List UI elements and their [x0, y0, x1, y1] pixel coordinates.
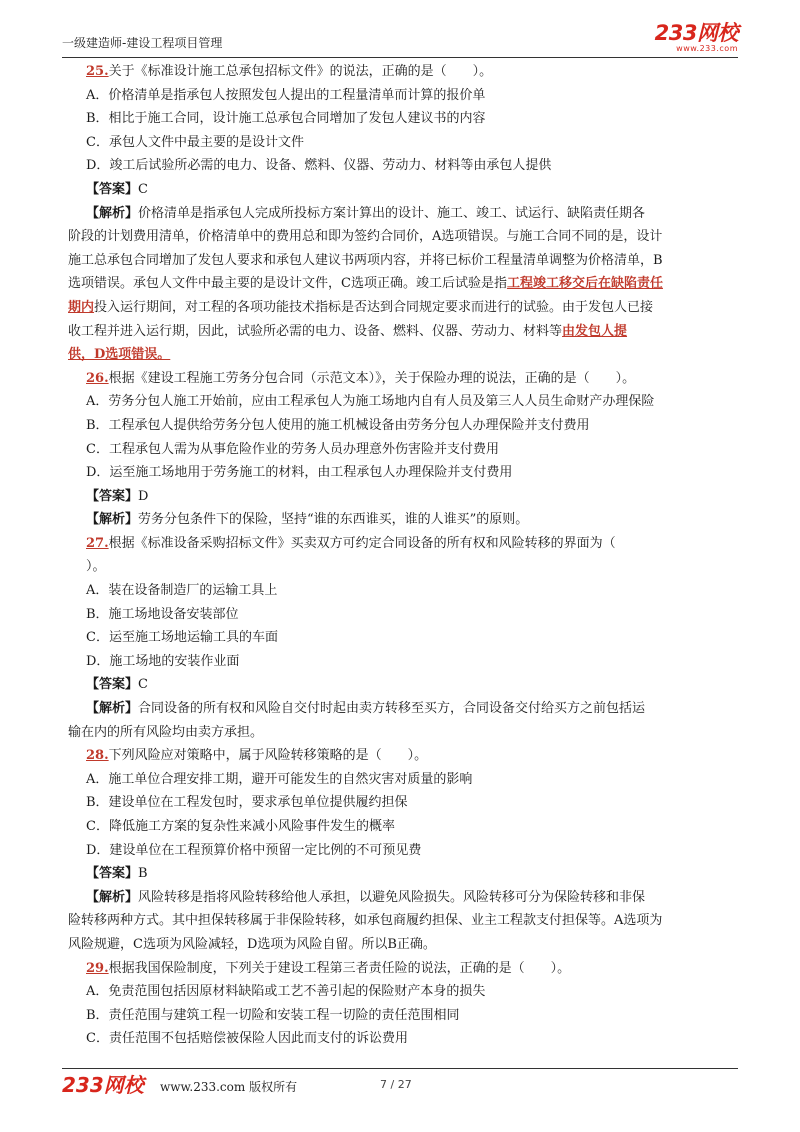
option-a: A．装在设备制造厂的运输工具上 — [86, 583, 278, 599]
page-number: 7 / 27 — [380, 1078, 412, 1091]
analysis-line: 险转移两种方式。其中担保转移属于非保险转移，如承包商履约担保、业主工程款支付担保等。A选项为 — [68, 913, 663, 929]
document-title: 一级建造师-建设工程项目管理 — [62, 36, 223, 50]
footer-logo[interactable]: 233网校 — [62, 1073, 144, 1097]
answer-line — [68, 178, 740, 202]
option-a: A．劳务分包人施工开始前，应由工程承包人为施工场地内自有人员及第三人人员生命财产办理保险 — [86, 394, 655, 410]
question-stem-cont: ）。 — [86, 559, 106, 575]
option-b: B．建设单位在工程发包时，要求承包单位提供履约担保 — [86, 795, 408, 811]
analysis-line: 【解析】风险转移是指将风险转移给他人承担，以避免风险损失。风险转移可分为保险转移和非保 — [86, 889, 646, 905]
answer-tag: 【答案】 — [86, 677, 139, 693]
logo-url: www.233.com — [676, 44, 738, 53]
answer-value: C — [138, 677, 148, 693]
document-body — [68, 60, 740, 1051]
question-number: 25. — [86, 64, 109, 79]
option-b: B．责任范围与建筑工程一切险和安装工程一切险的责任范围相同 — [86, 1007, 460, 1023]
option-c: C．降低施工方案的复杂性来减小风险事件发生的概率 — [86, 819, 395, 834]
question-stem: 28.下列风险应对策略中，属于风险转移策略的是（ ）。 — [86, 748, 428, 764]
option-b: B．工程承包人提供给劳务分包人使用的施工机械设备由劳务分包人办理保险并支付费用 — [86, 417, 590, 433]
answer-line — [68, 673, 740, 697]
page-footer — [62, 1074, 738, 1098]
question-number: 29. — [86, 960, 109, 976]
option-b: B．施工场地设备安装部位 — [86, 606, 239, 622]
highlighted-text: 期内 — [68, 299, 95, 315]
option-d: D．施工场地的安装作业面 — [86, 653, 240, 669]
highlighted-text: 供，D选项错误。 — [68, 347, 171, 363]
analysis-line: 收工程并进入运行期，因此，试验所必需的电力、设备、燃料、仪器、劳动力、材料等由发包人提 — [68, 323, 628, 339]
answer-value: C — [138, 181, 148, 197]
answer-line — [68, 485, 740, 509]
analysis-line: 【解析】价格清单是指承包人完成所投标方案计算出的设计、施工、竣工、试运行、缺陷责任期各 — [86, 205, 646, 221]
question-number: 27. — [86, 535, 109, 551]
option-c: C．承包人文件中最主要的是设计文件 — [86, 134, 304, 150]
option-d: D．运至施工场地用于劳务施工的材料，由工程承包人办理保险并支付费用 — [86, 465, 513, 481]
copyright-text: www.233.com 版权所有 — [160, 1080, 298, 1094]
highlighted-text: 工程竣工移交后在缺陷责任 — [506, 276, 663, 292]
header-divider — [62, 57, 738, 58]
answer-tag: 【答案】 — [86, 181, 139, 197]
option-d: D．建设单位在工程预算价格中预留一定比例的不可预见费 — [86, 842, 422, 858]
option-a: A．施工单位合理安排工期，避开可能发生的自然灾害对质量的影响 — [86, 771, 473, 787]
question-number: 26. — [86, 370, 109, 386]
analysis-line: 输在内的所有风险均由卖方承担。 — [68, 724, 264, 740]
answer-line — [68, 862, 740, 886]
option-b: B．相比于施工合同，设计施工总承包合同增加了发包人建议书的内容 — [86, 111, 486, 127]
footer-divider — [62, 1068, 738, 1069]
question-stem: 26.根据《建设工程施工劳务分包合同（示范文本）》，关于保险办理的说法，正确的是（ ）。 — [86, 370, 636, 386]
answer-value: B — [138, 866, 148, 882]
analysis-tag: 【解析】 — [86, 205, 139, 221]
brand-logo[interactable] — [655, 22, 738, 53]
logo-text: 233网校 — [654, 21, 738, 45]
analysis-line: 施工总承包合同增加了发包人要求和承包人建议书两项内容，并将已标价工程量清单调整为价格清单，B — [68, 252, 663, 268]
page-header — [62, 22, 738, 56]
option-c: C．责任范围不包括赔偿被保险人因此而支付的诉讼费用 — [86, 1031, 408, 1047]
answer-tag: 【答案】 — [86, 866, 139, 882]
analysis-line: 风险规避，C选项为风险减轻，D选项为风险自留。所以B正确。 — [68, 936, 436, 952]
analysis-tag: 【解析】 — [86, 889, 139, 905]
option-d: D．竣工后试验所必需的电力、设备、燃料、仪器、劳动力、材料等由承包人提供 — [86, 158, 552, 174]
analysis-line: 期内投入运行期间，对工程的各项功能技术指标是否达到合同规定要求而进行的试验。由于发包人已接 — [68, 299, 654, 315]
analysis-line: 阶段的计划费用清单，价格清单中的费用总和即为签约合同价，A选项错误。与施工合同不同的是，设计 — [68, 229, 663, 245]
question-number: 28. — [86, 748, 109, 764]
question-stem: 29.根据我国保险制度，下列关于建设工程第三者责任险的说法，正确的是（ ）。 — [86, 960, 571, 976]
option-a: A．价格清单是指承包人按照发包人提出的工程量清单而计算的报价单 — [86, 87, 486, 103]
highlighted-text: 由发包人提 — [562, 323, 628, 339]
option-c: C．工程承包人需为从事危险作业的劳务人员办理意外伤害险并支付费用 — [86, 441, 499, 457]
option-a: A．免责范围包括因原材料缺陷或工艺不善引起的保险财产本身的损失 — [86, 984, 486, 1000]
analysis-line: 选项错误。承包人文件中最主要的是设计文件，C选项正确。竣工后试验是指工程竣工移交后在缺陷责任 — [68, 276, 663, 292]
analysis-line — [68, 343, 740, 367]
question-stem: 25.关于《标准设计施工总承包招标文件》的说法，正确的是（ ）。 — [86, 64, 493, 79]
option-c: C．运至施工场地运输工具的车面 — [86, 630, 278, 646]
analysis-line: 【解析】合同设备的所有权和风险自交付时起由卖方转移至买方，合同设备交付给买方之前包括运 — [86, 701, 646, 717]
analysis-tag: 【解析】 — [86, 512, 139, 528]
analysis-line: 【解析】劳务分包条件下的保险，坚持“谁的东西谁买，谁的人谁买”的原则。 — [86, 512, 529, 528]
answer-value: D — [138, 488, 149, 504]
question-stem: 27.根据《标准设备采购招标文件》买卖双方可约定合同设备的所有权和风险转移的界面为（ — [86, 535, 616, 551]
answer-tag: 【答案】 — [86, 488, 139, 504]
analysis-tag: 【解析】 — [86, 701, 139, 717]
